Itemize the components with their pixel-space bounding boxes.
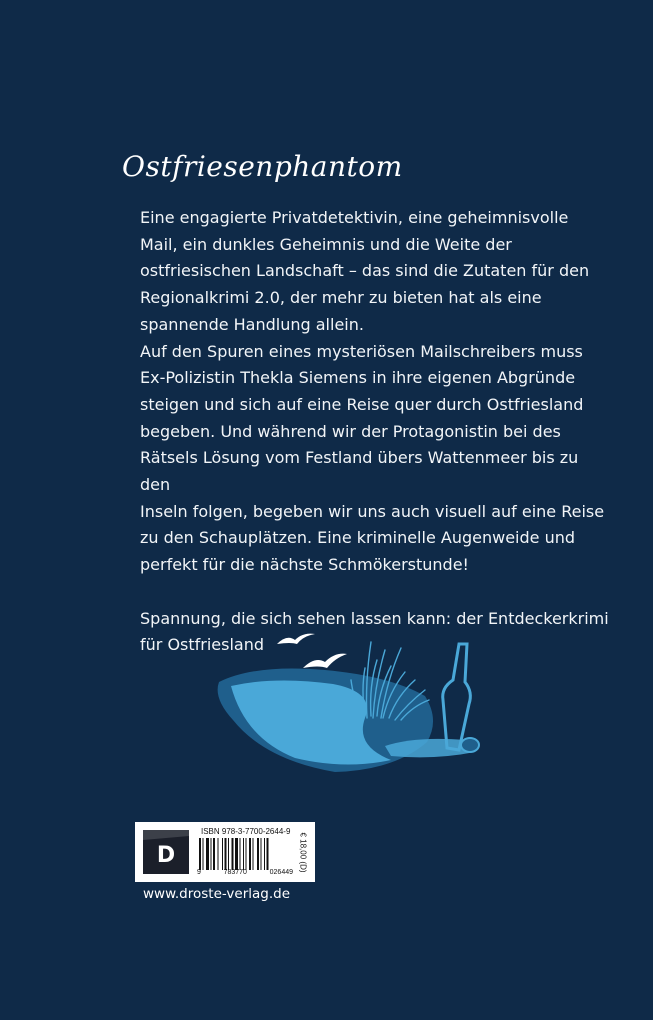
barcode-bar xyxy=(206,838,209,870)
barcode-bar xyxy=(218,838,219,870)
blurb-line: Mail, ein dunkles Geheimnis und die Weite der xyxy=(140,234,512,254)
bottle-icon xyxy=(443,644,471,750)
blurb-line: Regionalkrimi 2.0, der mehr zu bieten hat als eine xyxy=(140,288,542,308)
stone-shape xyxy=(461,738,479,752)
price-text: € 18,00 (D) xyxy=(298,831,308,873)
blurb-line: Rätsels Lösung vom Festland übers Wattenmeer bis zu den xyxy=(140,448,579,495)
barcode-bar xyxy=(225,838,227,870)
blurb-line: Auf den Spuren eines mysteriösen Mailschreibers muss xyxy=(140,341,583,361)
barcode-digit-group: 783770 xyxy=(223,869,247,876)
barcode-bar xyxy=(249,838,251,870)
barcode-bar xyxy=(243,838,244,870)
barcode-bar xyxy=(253,838,254,870)
tagline-line: Spannung, die sich sehen lassen kann: der Entdeckerkrimi xyxy=(140,608,609,628)
paragraph-gap xyxy=(140,579,610,606)
price-label xyxy=(295,826,311,878)
blurb-line: Inseln folgen, begeben wir uns auch visuell auf eine Reise xyxy=(140,501,605,521)
blurb-line: zu den Schauplätzen. Eine kriminelle Augenweide und xyxy=(140,528,575,548)
barcode-bar xyxy=(257,838,259,870)
barcode-bar xyxy=(228,838,229,870)
barcode-bar xyxy=(235,838,238,870)
barcode-bar xyxy=(222,838,223,870)
barcode-digits xyxy=(197,869,293,876)
logo-letter: D xyxy=(156,843,176,868)
isbn-barcode-panel xyxy=(135,822,315,882)
barcode-bar xyxy=(203,838,204,870)
coast-bottle-illustration xyxy=(215,620,500,785)
barcode-digit-group: 9 xyxy=(197,869,201,876)
isbn-number: ISBN 978-3-7700-2644-9 xyxy=(201,827,291,836)
book-title: Ostfriesenphantom xyxy=(122,150,403,183)
seagull-icon xyxy=(303,654,347,668)
blurb-line: Ex-Polizistin Thekla Siemens in ihre eigenen Abgründe xyxy=(140,368,576,388)
droste-logo-icon xyxy=(143,830,189,874)
blurb-line: steigen und sich auf eine Reise quer durch Ostfriesland xyxy=(140,394,584,414)
blurb-text xyxy=(140,205,610,659)
tagline-line: für Ostfriesland xyxy=(140,635,265,655)
blurb-line: perfekt für die nächste Schmökerstunde! xyxy=(140,555,469,575)
seagull-icon xyxy=(277,634,315,644)
barcode-bar xyxy=(240,838,241,870)
blurb-line: Eine engagierte Privatdetektivin, eine geheimnisvolle xyxy=(140,208,569,227)
blurb-line: begeben. Und während wir der Protagonistin bei des xyxy=(140,421,561,441)
barcode-bar xyxy=(246,838,247,870)
barcode-bar xyxy=(211,838,212,870)
blurb-line: ostfriesischen Landschaft – das sind die Zutaten für den xyxy=(140,261,590,281)
barcode-bar xyxy=(264,838,265,870)
publisher-url[interactable]: www.droste-verlag.de xyxy=(143,886,291,902)
barcode-bar xyxy=(199,838,201,870)
barcode-bar xyxy=(213,838,215,870)
barcode-bar xyxy=(232,838,234,870)
barcode-bar xyxy=(267,838,269,870)
barcode-digit-group: 026449 xyxy=(269,869,293,876)
barcode-icon xyxy=(197,838,293,870)
barcode-bar xyxy=(261,838,262,870)
blurb-line: spannende Handlung allein. xyxy=(140,314,364,334)
